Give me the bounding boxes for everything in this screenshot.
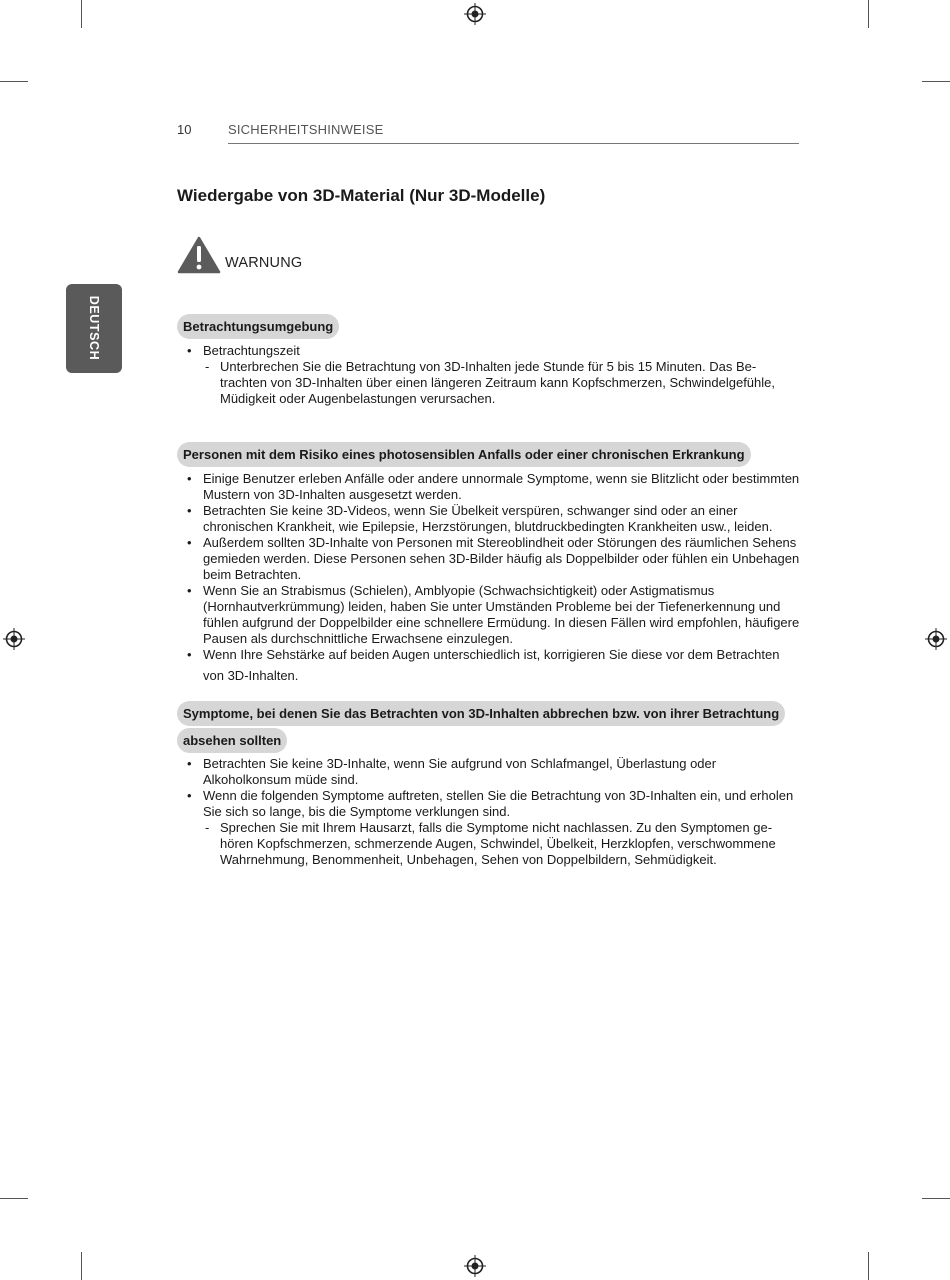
- section-symptoms: [177, 701, 801, 868]
- list-item-text: Betrachten Sie keine 3D-Videos, wenn Sie Übelkeit verspüren, schwanger sind oder an einer chronischen Krankheit, wie Epilepsie, Herzstörungen, blutdruckbedingten Krankheiten usw., leiden.: [203, 503, 773, 534]
- list-item-text: Wenn Sie an Strabismus (Schielen), Amblyopie (Schwachsichtigkeit) oder Astigmatismus (Hornhautverkrümmung) leiden, haben Sie unter Umständen Probleme bei der Tiefenerkennung und fühlen aufgrund der Doppelbilder eine schnellere Ermüdung. In diesen Fällen wird empfohlen, häufigere Pausen als durchschnittliche Erwachsene einzulegen.: [203, 583, 800, 646]
- header-rule: [228, 143, 799, 144]
- warning-label: WARNUNG: [225, 255, 303, 271]
- list-item: [177, 535, 801, 583]
- crop-mark: [868, 0, 869, 28]
- list-item-text: Sprechen Sie mit Ihrem Hausarzt, falls die Symptome nicht nachlassen. Zu den Symptomen ge-hören Kopfschmerzen, schmerzende Augen, Schwindel, Übelkeit, Herzklopfen, verschwommene Wahrnehmung, Benommenheit, Unbehagen, Sehen von Doppelbildern, Sehmüdigkeit.: [220, 820, 776, 867]
- bullet-list: [177, 471, 801, 684]
- list-item: [177, 343, 801, 359]
- list-item: [177, 788, 801, 820]
- list-item: [177, 647, 801, 684]
- warning-triangle-icon: [177, 236, 221, 274]
- list-item-text: Wenn die folgenden Symptome auftreten, stellen Sie die Betrachtung von 3D-Inhalten ein, und erholen Sie sich so lange, bis die Symptome verklungen sind.: [203, 788, 794, 819]
- section-photosensitive-risk: [177, 442, 801, 684]
- crop-mark: [81, 0, 82, 28]
- list-item-text: Wenn Ihre Sehstärke auf beiden Augen unterschiedlich ist, korrigieren Sie diese vor dem Betrachten: [203, 647, 780, 662]
- list-item-text: Einige Benutzer erleben Anfälle oder andere unnormale Symptome, wenn sie Blitzlicht oder bestimmten Mustern von 3D-Inhalten ausgesetzt werden.: [203, 471, 800, 502]
- crop-mark: [0, 1198, 28, 1199]
- warning-block: [177, 236, 302, 274]
- page-title: Wiedergabe von 3D-Material (Nur 3D-Modelle): [177, 186, 546, 205]
- list-item: [177, 503, 801, 535]
- language-tab: [66, 284, 122, 373]
- list-item-text: Betrachten Sie keine 3D-Inhalte, wenn Sie aufgrund von Schlafmangel, Überlastung oder Alkoholkonsum müde sind.: [203, 756, 717, 787]
- registration-mark-icon: [464, 3, 486, 25]
- list-item-text: von 3D-Inhalten.: [203, 668, 299, 683]
- section-heading-continued: absehen sollten: [177, 728, 287, 753]
- list-item: [177, 820, 801, 868]
- registration-mark-icon: [925, 628, 947, 650]
- list-item: [177, 583, 801, 647]
- list-item: [177, 471, 801, 503]
- list-item: [177, 359, 801, 407]
- page-number: 10: [177, 122, 192, 137]
- list-item-text: Betrachtungszeit: [203, 343, 300, 358]
- list-item-text: Unterbrechen Sie die Betrachtung von 3D-Inhalten jede Stunde für 5 bis 15 Minuten. Das Be-trachten von 3D-Inhalten über einen längeren Zeitraum kann Kopfschmerzen, Schwindelgefühle, Müdigkeit oder Augenbelastungen verursachen.: [220, 359, 776, 406]
- bullet-list: [177, 756, 801, 868]
- registration-mark-icon: [464, 1255, 486, 1277]
- crop-mark: [0, 81, 28, 82]
- crop-mark: [922, 81, 950, 82]
- crop-mark: [868, 1252, 869, 1280]
- section-heading: Personen mit dem Risiko eines photosensiblen Anfalls oder einer chronischen Erkrankung: [177, 442, 751, 467]
- section-heading: Symptome, bei denen Sie das Betrachten von 3D-Inhalten abbrechen bzw. von ihrer Betrachtung: [177, 701, 785, 726]
- section-viewing-environment: [177, 314, 801, 407]
- running-header: SICHERHEITSHINWEISE: [228, 122, 384, 137]
- bullet-list: [177, 343, 801, 407]
- crop-mark: [81, 1252, 82, 1280]
- list-item-text: Außerdem sollten 3D-Inhalte von Personen mit Stereoblindheit oder Störungen des räumlichen Sehens gemieden werden. Diese Personen sehen 3D-Bilder häufig als Doppelbilder oder fühlen ein Unbehagen beim Betrachten.: [203, 535, 800, 582]
- crop-mark: [922, 1198, 950, 1199]
- list-item: [177, 756, 801, 788]
- language-tab-label: DEUTSCH: [87, 295, 101, 361]
- section-heading: Betrachtungsumgebung: [177, 314, 339, 339]
- registration-mark-icon: [3, 628, 25, 650]
